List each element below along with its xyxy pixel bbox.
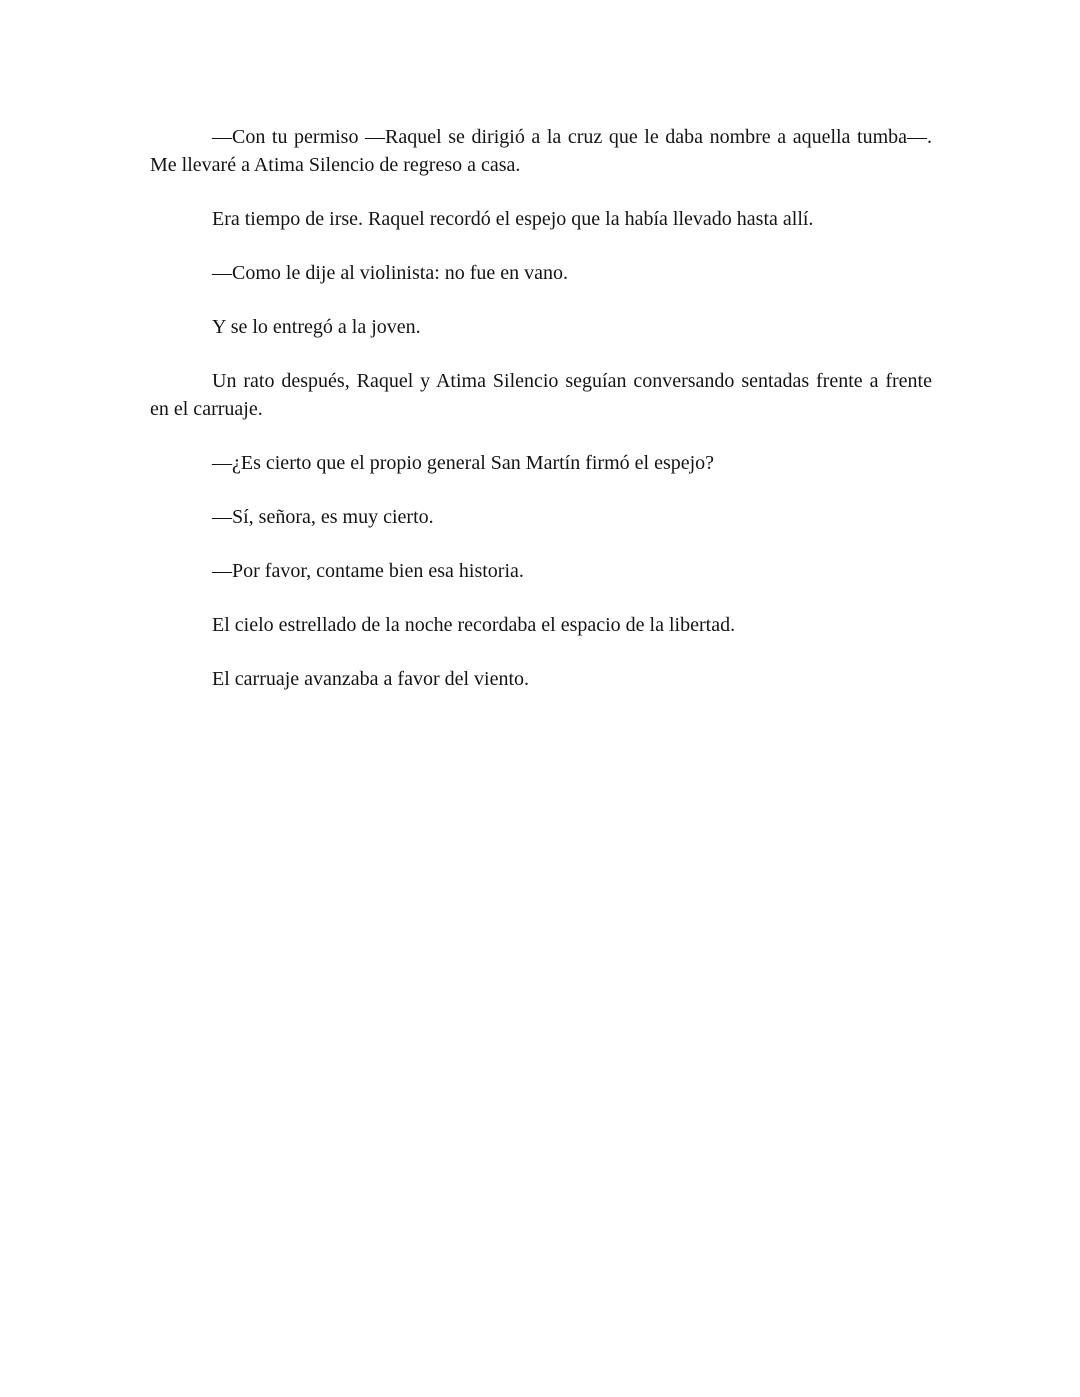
paragraph: —Sí, señora, es muy cierto. (212, 506, 434, 528)
paragraph: Era tiempo de irse. Raquel recordó el espejo que la había llevado hasta allí. (212, 208, 814, 230)
paragraph: —Por favor, contame bien esa historia. (212, 560, 524, 582)
paragraph: El cielo estrellado de la noche recordaba el espacio de la libertad. (212, 614, 736, 636)
paragraph: —¿Es cierto que el propio general San Martín firmó el espejo? (212, 452, 715, 474)
paragraph: Y se lo entregó a la joven. (212, 316, 421, 338)
text-block (150, 123, 932, 719)
paragraph: —Como le dije al violinista: no fue en vano. (212, 262, 569, 284)
paragraph: —Con tu permiso —Raquel se dirigió a la cruz que le daba nombre a aquella tumba—. Me llevaré a Atima Silencio de regreso a casa. (150, 126, 932, 176)
paragraph: Un rato después, Raquel y Atima Silencio seguían conversando sentadas frente a frente en el carruaje. (150, 370, 932, 420)
paragraph: El carruaje avanzaba a favor del viento. (212, 668, 530, 690)
